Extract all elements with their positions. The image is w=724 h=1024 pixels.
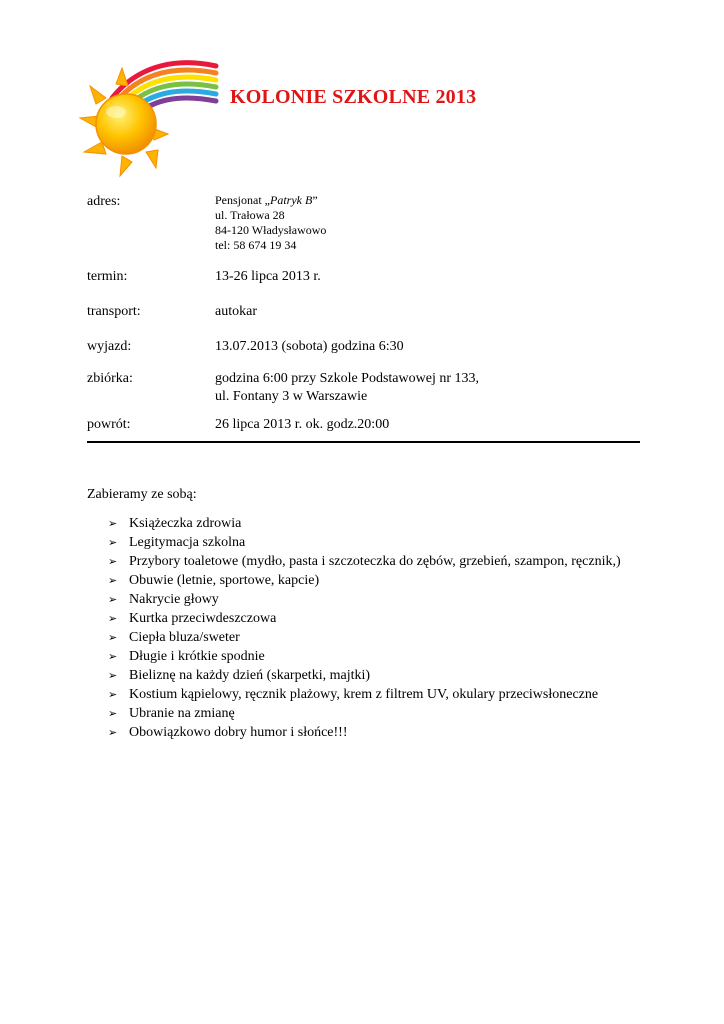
list-item [108, 514, 638, 533]
list-item [108, 533, 638, 552]
address-line-name: Pensjonat „Patryk B” [215, 193, 318, 207]
list-item [108, 628, 638, 647]
address-line-street: ul. Trałowa 28 [215, 208, 285, 222]
arrowhead-bullet-icon: ➢ [108, 688, 118, 701]
arrowhead-bullet-icon: ➢ [108, 536, 118, 549]
departure-label: wyjazd: [87, 339, 132, 354]
address-row [87, 193, 640, 268]
list-item-text: Obuwie (letnie, sportowe, kapcie) [129, 573, 320, 588]
meeting-row [87, 370, 640, 416]
list-item [108, 609, 638, 628]
arrowhead-bullet-icon: ➢ [108, 669, 118, 682]
arrowhead-bullet-icon: ➢ [108, 612, 118, 625]
return-value: 26 lipca 2013 r. ok. godz.20:00 [215, 417, 390, 432]
arrowhead-bullet-icon: ➢ [108, 593, 118, 606]
arrowhead-bullet-icon: ➢ [108, 631, 118, 644]
list-item-text: Legitymacja szkolna [129, 535, 246, 550]
transport-label: transport: [87, 304, 141, 319]
meeting-label: zbiórka: [87, 371, 133, 386]
arrowhead-bullet-icon: ➢ [108, 726, 118, 739]
address-line-city: 84-120 Władysławowo [215, 223, 327, 237]
arrowhead-bullet-icon: ➢ [108, 574, 118, 587]
meeting-value [215, 370, 479, 406]
arrowhead-bullet-icon: ➢ [108, 707, 118, 720]
arrowhead-bullet-icon: ➢ [108, 650, 118, 663]
list-item [108, 571, 638, 590]
list-item [108, 590, 638, 609]
list-item [108, 723, 638, 742]
meeting-line-2: ul. Fontany 3 w Warszawie [215, 389, 368, 404]
list-item-text: Książeczka zdrowia [129, 516, 242, 531]
list-item-text: Obowiązkowo dobry humor i słońce!!! [129, 725, 348, 740]
sun-rainbow-icon [70, 58, 220, 178]
list-item [108, 552, 638, 571]
transport-value: autokar [215, 304, 257, 319]
return-label: powrót: [87, 417, 131, 432]
list-item [108, 685, 638, 704]
departure-value: 13.07.2013 (sobota) godzina 6:30 [215, 339, 404, 354]
list-item-text: Kostium kąpielowy, ręcznik plażowy, krem z filtrem UV, okulary przeciwsłoneczne [129, 687, 599, 702]
term-row [87, 268, 640, 303]
list-item-text: Długie i krótkie spodnie [129, 649, 265, 664]
arrowhead-bullet-icon: ➢ [108, 555, 118, 568]
list-item-text: Nakrycie głowy [129, 592, 219, 607]
address-value [215, 193, 326, 253]
list-item [108, 666, 638, 685]
list-item-text: Przybory toaletowe (mydło, pasta i szczoteczka do zębów, grzebień, szampon, ręcznik,) [129, 554, 621, 569]
term-label: termin: [87, 269, 128, 284]
list-item [108, 647, 638, 666]
list-item [108, 704, 638, 723]
list-item-text: Bieliznę na każdy dzień (skarpetki, majtki) [129, 668, 371, 683]
trip-details [87, 193, 640, 443]
meeting-line-1: godzina 6:00 przy Szkole Podstawowej nr 133, [215, 371, 480, 386]
page-title: KOLONIE SZKOLNE 2013 [230, 86, 477, 108]
address-line-phone: tel: 58 674 19 34 [215, 238, 297, 252]
list-item-text: Kurtka przeciwdeszczowa [129, 611, 277, 626]
return-row [87, 416, 640, 443]
packing-intro: Zabieramy ze sobą: [87, 487, 197, 502]
packing-list [108, 514, 638, 742]
list-item-text: Ciepła bluza/sweter [129, 630, 240, 645]
list-item-text: Ubranie na zmianę [129, 706, 235, 721]
arrowhead-bullet-icon: ➢ [108, 517, 118, 530]
transport-row [87, 303, 640, 338]
address-label: adres: [87, 194, 121, 209]
departure-row [87, 338, 640, 370]
term-value: 13-26 lipca 2013 r. [215, 269, 321, 284]
